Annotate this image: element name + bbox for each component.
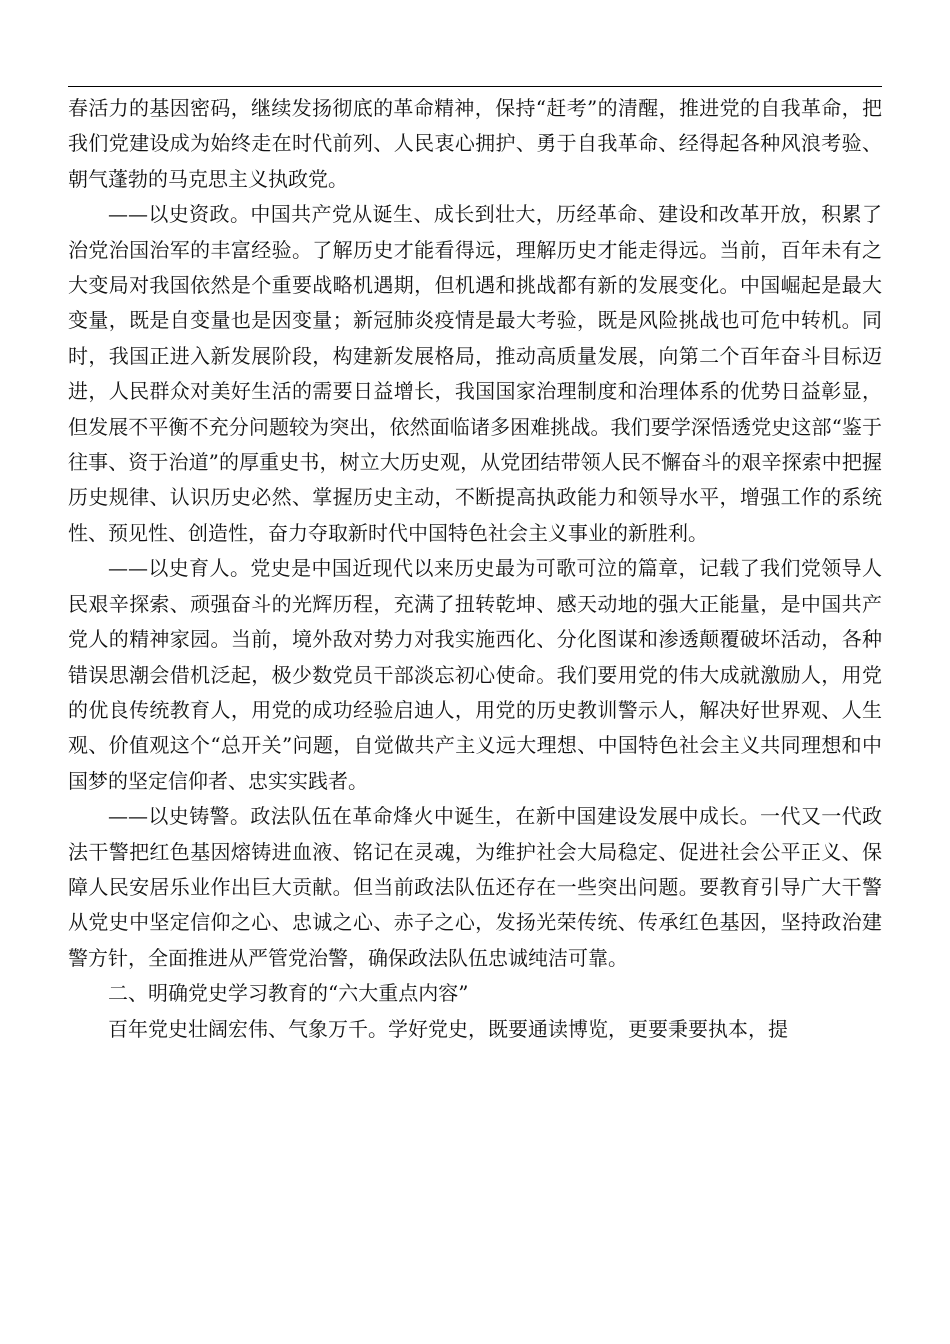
paragraph-yi-shi-yu-ren: ——以史育人。党史是中国近现代以来历史最为可歌可泣的篇章，记载了我们党领导人民艰辛探索、顽强奋斗的光辉历程，充满了扭转乾坤、感天动地的强大正能量，是中国共产党人的精神家园。当前，境外敌对势力对我实施西化、分化图谋和渗透颠覆破坏活动，各种错误思潮会借机泛起，极少数党员干部淡忘初心使命。我们要用党的伟大成就激励人，用党的优良传统教育人，用党的成功经验启迪人，用党的历史教训警示人，解决好世界观、人生观、价值观这个“总开关”问题，自觉做共产主义远大理想、中国特色社会主义共同理想和中国梦的坚定信仰者、忠实实践者。 xyxy=(68,556,882,793)
section-heading: 二、明确党史学习教育的“六大重点内容” xyxy=(108,981,469,1006)
header-rule xyxy=(68,86,882,87)
paragraph-section-intro: 百年党史壮阔宏伟、气象万千。学好党史，既要通读博览，更要秉要执本，提 xyxy=(108,1016,788,1041)
document-body xyxy=(68,91,882,1047)
paragraph-continuation: 春活力的基因密码，继续发扬彻底的革命精神，保持“赶考”的清醒，推进党的自我革命，把我们党建设成为始终走在时代前列、人民衷心拥护、勇于自我革命、经得起各种风浪考验、朝气蓬勃的马克思主义执政党。 xyxy=(68,96,882,191)
paragraph-yi-shi-zhu-jing: ——以史铸警。政法队伍在革命烽火中诞生，在新中国建设发展中成长。一代又一代政法干警把红色基因熔铸进血液、铭记在灵魂，为维护社会大局稳定、促进社会公平正义、保障人民安居乐业作出巨大贡献。但当前政法队伍还存在一些突出问题。要教育引导广大干警从党史中坚定信仰之心、忠诚之心、赤子之心，发扬光荣传统、传承红色基因，坚持政治建警方针，全面推进从严管党治警，确保政法队伍忠诚纯洁可靠。 xyxy=(68,804,882,970)
paragraph-yi-shi-zi-zheng: ——以史资政。中国共产党从诞生、成长到壮大，历经革命、建设和改革开放，积累了治党治国治军的丰富经验。了解历史才能看得远，理解历史才能走得远。当前，百年未有之大变局对我国依然是个重要战略机遇期，但机遇和挑战都有新的发展变化。中国崛起是最大变量，既是自变量也是因变量；新冠肺炎疫情是最大考验，既是风险挑战也可危中转机。同时，我国正进入新发展阶段，构建新发展格局，推动高质量发展，向第二个百年奋斗目标迈进，人民群众对美好生活的需要日益增长，我国国家治理制度和治理体系的优势日益彰显，但发展不平衡不充分问题较为突出，依然面临诸多困难挑战。我们要学深悟透党史这部“鉴于往事、资于治道”的厚重史书，树立大历史观，从党团结带领人民不懈奋斗的艰辛探索中把握历史规律、认识历史必然、掌握历史主动，不断提高执政能力和领导水平，增强工作的系统性、预见性、创造性，奋力夺取新时代中国特色社会主义事业的新胜利。 xyxy=(68,202,882,545)
